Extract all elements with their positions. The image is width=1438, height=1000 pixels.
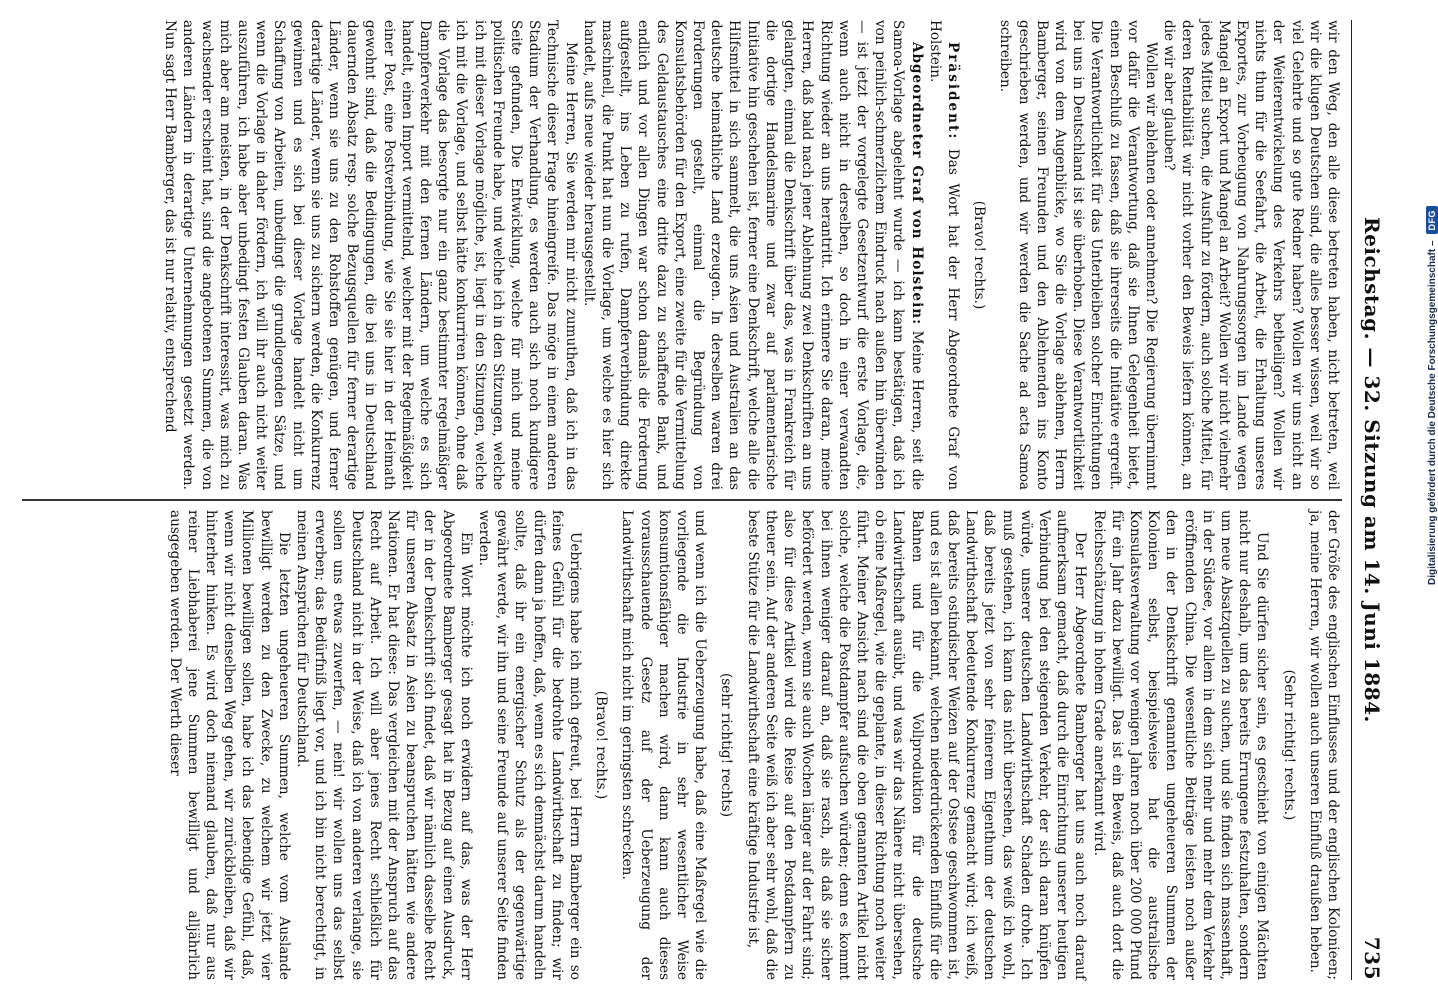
left-column	[22, 20, 1342, 490]
column-rule	[22, 499, 1342, 501]
digitization-stamp	[1408, 0, 1438, 1000]
running-head: Reichstag. — 32. Sitzung am 14. Juni 1884.	[1360, 217, 1384, 723]
right-paragraph: Die letzten ungeheueren Summen, welche vom Auslande bewilligt werden zu den Zwecke, zu welchem wir jetzt vier Millionen bewilligen sollen, habe ich das lebendige Gefühl, daß, wenn wir nicht denselben Weg gehen, wir zurückbleiben, daß wir hinterher hinken. Es wird doch niemand glauben, daß nur aus reiner Liebhaberei jene Summen bewilligt und alljährlich ausgegeben werden. Der Werth dieser	[166, 510, 292, 980]
right-column	[22, 510, 1342, 980]
left-paragraph: Wollen wir ablehnen oder annehmen? Die Regierung übernimmt vor dafür die Verantwortung, daß sie Ihnen Gelegenheit bietet, einen Beschluß zu fassen, daß sie ihrerseits die Initiative ergreift. Die Verantwortlichkeit für das Unterbleiben solcher Einrichtungen bei uns in Deutschland ist sie überhoben. Diese Verantwortlichkeit wird von dem Augenblicke, wo Sie die Vorlage ablehnen, Herrn Bamberger, seinen Freunden und den Ablehnenden ins Konto geschrieben werden, und wir werden die Sache ad acta Samoa schreiben.	[997, 20, 1159, 490]
applause-note: (sehr richtig! rechts)	[718, 672, 735, 818]
stamp-inner	[1426, 206, 1438, 585]
speaker-intro	[580, 20, 926, 490]
applause-note: (Sehr richtig! rechts.)	[1280, 669, 1297, 821]
left-paragraph: wir den Weg, den alle diese betreten haben, nicht betreten, weil wir die klugen Deutschen sind, die alles besser wissen, weil wir so viel Gelehrte und so gute Redner haben? Wollen wir uns nicht an der Weiterentwickelung des Verkehrs betheiligen? Wollen wir nichts thun für die Seefahrt, die Arbeit, die Erhaltung unseres Exportes, zur Vorbeugung von Nahrungssorgen im Lande wegen Mangel an Export und Mangel an Arbeit? Wollen wir nicht vielmehr jedes Mittel suchen, die Ausfuhr zu fördern, auch solche Mittel, für deren Rentabilität wir nicht vorher den Beweis liefern können, an die wir aber glauben?	[1161, 20, 1341, 490]
right-paragraph: und wenn ich die Ueberzeugung habe, daß eine Maßregel wie die vorliegende die Industrie in sehr wesentlicher Weise konsumtionsfähiger machen wird, dann kann auch dieses vorausschauende Gesetz auf der Ueberzeugung der Landwirthschaft mich nicht im geringsten schrecken.	[619, 510, 709, 980]
speech-paragraph: Meine Herren, seit die Samoa-Vorlage abgelehnt wurde — ich kann bestätigen, daß ich von peinlich-schmerzlichem Eindruck nach außen hin überwinden — ist jetzt der vorgelegte Gesetzentwurf die erste Vorlage, die, wenn auch nicht in derselben, so doch in einer verwandten Richtung wieder an uns herantritt. Ich erinnere Sie daran, meine Herren, daß bald nach jener Ablehnung zwei Denkschriften an uns gelangten, einmal die Denkschrift über das, was in Frankreich für die dortige Handelsmarine und zwar auf parlamentarische Initiative hin geschehen ist, ferner eine Denkschrift, welche alle die Hilfsmittel in sich sammelt, die uns Asien und Australien an das deutsche heimathliche Land erzeugen. In derselben waren drei Forderungen gestellt, einmal die Begründung von Konsulatsbehörden für den Export, eine zweite für die Vermittelung des Geldaustausches eine dritte dazu zu schaffende Bank, und endlich und vor allen Dingen war schon damals die Forderung aufgestellt, ins Leben zu rufen, Dampferverbindung direkte maschinell, die Punkt hat nun die Vorlage, um welche es hier sich handelt, aufs neue wieder herausgestellt.	[580, 20, 925, 490]
right-paragraph: Ein Wort möchte ich noch erwidern auf das, was der Herr Abgeordnete Bamberger gesagt hat in Bezug auf einen Ausdruck, der in der Denkschrift sich findet, daß wir nämlich dasselbe Recht für unseren Absatz in Asien zu beanspruchen hätten wie andere Nationen. Er hat diese: Das vergleichen mit der Anspruch auf das Recht auf Arbeit. Ich will aber jenes Recht schließlich für Deutschland nicht in der Weise, daß ich von anderen verlange, sie sollen uns etwas zuwerfen, — nein! wir wollen uns das selbst erwerben; das Bedürfniß liegt vor, und ich bin nicht berechtigt, in meinen Ansprüchen für Deutschland.	[294, 510, 474, 980]
speech-paragraph: Meine Herren, Sie werden mir nicht zumuthen, daß ich in das Technische dieser Frage hineingreife. Das möge in einem anderen Stadium der Verhandlung, es werden auch sich noch kundigere Seite gefunden, Die Entwicklung, welche für mich und meine politischen Freunde habe, und welche ich in den Sitzungen, welche ich mit dieser Vorlage mögliche, ist, liegt in den Sitzungen, welche ich mit die Vorlage, und selbst hätte konkurriren können, ohne daß die Vorlage das besorgte nur ein ganz bestimmter regelmäßiger Dampferverkehr mit den fernen Ländern, um welche es sich handelt, einen Import vermittelnd, welcher mit der Regelmäßigkeit einer Post, eine Postverbindung, wie Sie sie hier in der Heimath gewohnt sind, daß die Bedingungen, die bei uns in Deutschland dauernden Absatz resp. solche Bezugsquellen für ferner derartige Länder, wenn sie uns zu den Rohstoffen genügen, und ferner derartige Länder, wenn sie uns zu sichern werden, die Konkurrenz gewinnen und es sich bei dieser Vorlage handelt nicht um Schaffung von Arbeiten, unbedingt die grundlegenden Sätze, und wenn die Vorlage in daher fördern, ich will ihr auch nicht weiter auszuführen, ich habe aber unbedingt festen Glauben daran. Was mich aber am meisten, in der Denkschrift interessirt, was mich zu wachsender erscheint hat, sind die angebotenen Summen, die von anderen Ländern in derartige Unternehmungen gesetzt werden. Nun sagt Herr Bamberger, das ist nur relativ, entsprechend	[162, 20, 579, 490]
dfg-logo: DFG	[1426, 206, 1438, 235]
president-label: Präsident:	[944, 42, 961, 141]
column-divider	[22, 490, 1342, 510]
president-paragraph	[926, 20, 962, 490]
speaker-label: Abgeordneter Graf von Holstein:	[908, 42, 925, 326]
applause-note: (Bravo! rechts.)	[971, 200, 988, 310]
right-paragraph: Der Herr Abgeordnete Bamberger hat uns auch noch darauf aufmerksam gemacht, daß durch die Einrichtung unserer heutigen Verbindung bei den steigenden Verkehr, der sich daran knüpfen würde, unserer deutschen Landwirthschaft Schaden drohe. Ich muß gestehen, ich kann das nicht übersehen, das weiß ich wohl, daß bereits jetzt von sehr feinerem Eigenthum der deutschen Landwirthschaft bedeutende Konkurrenz gemacht wird; ich weiß, daß bereits ostindischer Weizen auf der Ostsee geschwommen ist, und es ist allen bekannt, welchen niederdrückenden Einfluß für die Bahnen und für die Vollproduktion für die deutsche Landwirthschaft ausübt, und was wir das Nähere nicht übersehen, ob eine Maßregel, wie die geplante, in dieser Richtung noch weiter führt. Meiner Ansicht nach sind die oben genannten Artikel nicht solche, welche die Postdampfer aufsuchen würden; denn es kommt bei ihnen weniger darauf an, daß sie rasch, als daß sie sicher befördert werden, wenn sie auch Wochen länger auf der Fahrt sind; also für diese Artikel wird die Reise auf den Postdampfern zu theuer sein. Auf der anderen Seite weiß ich aber sehr wohl, daß die beste Stütze für die Landwirthschaft eine kräftige Industrie ist,	[744, 510, 1089, 980]
president-text: Das Wort hat der Herr Abgeordnete Graf von Holstein.	[926, 20, 961, 490]
page-number: 735	[1360, 936, 1384, 980]
page-header	[1351, 20, 1392, 980]
right-paragraph: Uebrigens habe ich mich gefreut, bei Herrn Bamberger ein so feines Gefühl für die bedrohte Landwirthschaft zu finden; wir dürfen dann ja hoffen, daß, wenn es sich demnächst darum handeln sollte, daß ihr ein energischer Schutz als der gegenwärtige gewährt werde, wir ihn und seine Freunde auf unserer Seite finden werden.	[476, 510, 584, 980]
stamp-text: Digitalisierung gefördert durch die Deutsche Forschungsgemeinschaft –	[1426, 240, 1438, 585]
text-columns	[22, 20, 1342, 980]
right-paragraph: der Größe des englischen Einflusses und der englischen Kolonieen; ja, meine Herren, wir wollen auch unseren Einfluß draußen heben.	[1306, 510, 1341, 980]
page-rotated-content	[12, 20, 1392, 980]
right-paragraph: Und Sie dürfen sicher sein, es geschieht von einigen Mächten nicht nur deshalb, um das bereits Errungene festzuhalten, sondern um neue Absatzquellen zu suchen, und sie finden sich massenhaft, in der Südsee, vor allem in dem sich mehr und mehr dem Verkehr eröffnenden China. Die wesentliche Beiträge leisten noch außer den in der Denkschrift genannten ungeheueren Summen der Kolonien selbst, beispielsweise hat die australische Konsulatsverwaltung vor wenigen Jahren noch über 200 000 Pfund für ein Jahr dazu bewilligt. Das ist ein Beweis, daß auch dort die Reichsschätzung in hohem Grade anerkannt wird.	[1090, 510, 1271, 980]
applause-note: (Bravo! rechts.)	[593, 690, 610, 800]
